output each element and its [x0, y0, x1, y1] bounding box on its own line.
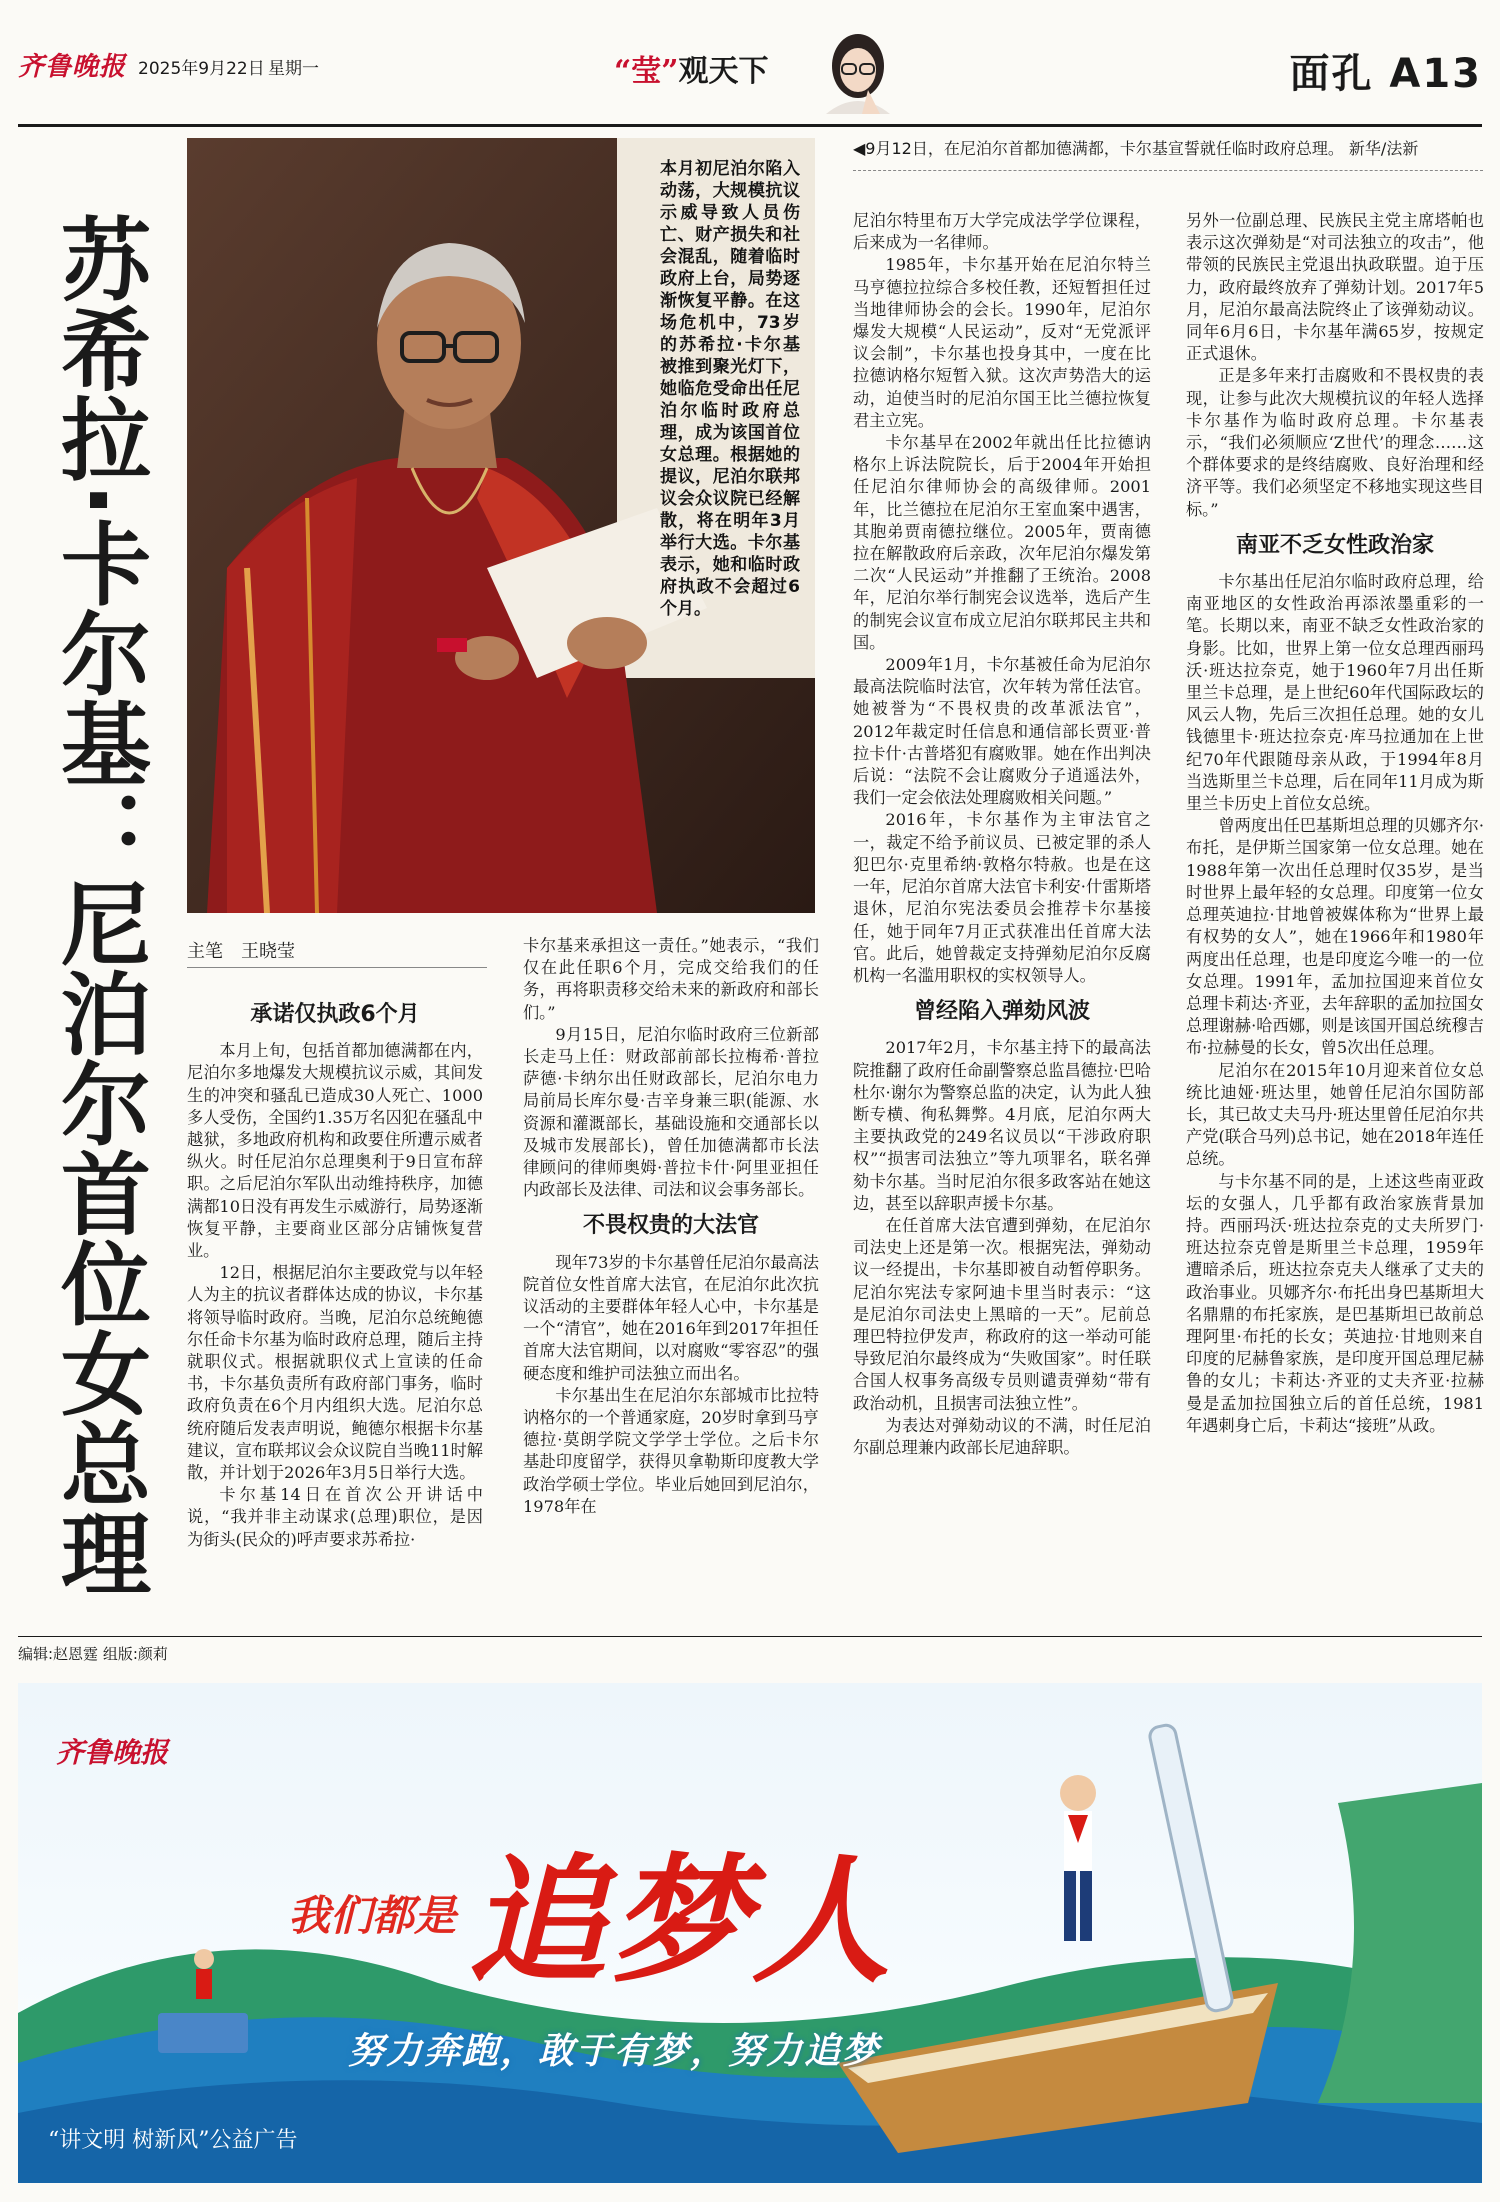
paper-logo: 齐鲁晚报 [18, 52, 127, 82]
footer-rule [18, 1636, 1482, 1637]
column-title-highlight: 莹 [631, 54, 662, 89]
paragraph: 卡尔基早在2002年就出任比拉德讷格尔上诉法院院长，后于2004年开始担任尼泊尔律师协会的高级律师。2001年，比兰德拉在尼泊尔王室血案中遇害，其胞弟贾南德拉继位。2005年，贾南德拉在解散政府后亲政，次年尼泊尔爆发第二次“人民运动”并推翻了王统治。2008年，尼泊尔举行制宪会议选举，选后产生的制宪会议宣布成立尼泊尔联邦民主共和国。 [853, 433, 1151, 652]
column-title [614, 46, 769, 90]
paragraph: 卡尔基出任尼泊尔临时政府总理，给南亚地区的女性政治再添浓墨重彩的一笔。长期以来，南亚不缺乏女性政治家的身影。比如，世界上第一位女总理西丽玛沃·班达拉奈克，她于1960年7月出任斯里兰卡总理，是上世纪60年代国际政坛的风云人物，先后三次担任总理。她的女儿钱德里卡·班达拉奈克·库马拉通加在上世纪70年代跟随母亲从政，于1994年8月当选斯里兰卡总理，后在同年11月成为斯里兰卡历史上首位女总统。 [1186, 572, 1484, 814]
paragraph: 曾两度出任巴基斯坦总理的贝娜齐尔·布托，是伊斯兰国家第一位女总理。她在1988年第一次出任总理时仅35岁，是当时世界上最年轻的女总理。印度第一位女总理英迪拉·甘地曾被媒体称为“世界上最有权势的女人”，她在1966年和1980年两度出任总理，也是印度迄今唯一的一位女总理。1991年，孟加拉国迎来首位女总理卡莉达·齐亚，去年辞职的孟加拉国女总理谢赫·哈西娜，则是该国开国总统穆吉布·拉赫曼的长女，曾5次出任总理。 [1186, 816, 1484, 1058]
article-column-1 [187, 990, 483, 1551]
ad-lead: 我们都是 [288, 1891, 457, 1940]
public-service-ad [18, 1683, 1482, 2183]
paragraph: 卡尔基来承担这一责任。”她表示，“我们仅在此任职6个月，完成交给我们的任务，再将职责移交给未来的新政府和部长们。” [523, 936, 819, 1022]
paragraph: 2009年1月，卡尔基被任命为尼泊尔最高法院临时法官，次年转为常任法官。她被誉为“不畏权贵的改革派法官”，2012年裁定时任信息和通信部长贾亚·普拉卡什·古普塔犯有腐败罪。她在作出判决后说：“法院不会让腐败分子逍遥法外，我们一定会依法处理腐败相关问题。” [853, 655, 1151, 808]
paragraph: 卡尔基14日在首次公开讲话中说，“我并非主动谋求(总理)职位，是因为街头(民众的)呼声要求苏希拉· [187, 1485, 483, 1549]
columnist-avatar [818, 28, 898, 114]
header-rule [18, 124, 1482, 127]
ad-footer: “讲文明 树新风”公益广告 [48, 2128, 298, 2153]
photo-caption: 本月初尼泊尔陷入动荡，大规模抗议示威导致人员伤亡、财产损失和社会混乱，随着临时政府上台，局势逐渐恢复平静。在这场危机中，73岁的苏希拉·卡尔基被推到聚光灯下，她临危受命出任尼泊尔临时政府总理，成为该国首位女总理。根据她的提议，尼泊尔联邦议会众议院已经解散，将在明年3月举行大选。卡尔基表示，她和临时政府执政不会超过6个月。 [660, 159, 800, 619]
column-close-quote: ” [661, 54, 679, 89]
subheading-1: 承诺仅执政6个月 [250, 1002, 420, 1027]
issue-weekday: 星期一 [268, 59, 319, 79]
issue-date: 2025年9月22日 [138, 59, 265, 79]
paragraph: 与卡尔基不同的是，上述这些南亚政坛的女强人，几乎都有政治家族背景加持。西丽玛沃·班达拉奈克的丈夫所罗门·班达拉奈克曾是斯里兰卡总理，1959年遭暗杀后，班达拉奈克夫人继承了丈夫的政治事业。贝娜齐尔·布托出身巴基斯坦大名鼎鼎的布托家族，是巴基斯坦已故前总理阿里·布托的长女；英迪拉·甘地则来自印度的尼赫鲁家族，是印度开国总理尼赫鲁的女儿；卡莉达·齐亚的丈夫齐亚·拉赫曼是孟加拉国独立后的首任总统，1981年遇刺身亡后，卡莉达“接班”从政。 [1186, 1171, 1484, 1435]
headline: 苏希拉·卡尔基：尼泊尔首位女总理 [45, 212, 150, 1598]
subheading-3: 曾经陷入弹劾风波 [913, 999, 1090, 1025]
paragraph: 9月15日，尼泊尔临时政府三位新部长走马上任：财政部前部长拉梅希·普拉萨德·卡纳尔出任财政部长，尼泊尔电力局前局长库尔曼·吉辛身兼三职(能源、水资源和灌溉部长，基础设施和交通部长以及城市发展部长)，曾任加德满都市长法律顾问的律师奥姆·普拉卡什·阿里亚担任内政部长及法律、司法和议会事务部长。 [523, 1024, 819, 1200]
byline-author: 王晓莹 [241, 941, 295, 962]
paragraph: 本月上旬，包括首都加德满都在内，尼泊尔多地爆发大规模抗议示威，其间发生的冲突和骚乱已造成30人死亡、1000多人受伤，全国约1.35万名囚犯在骚乱中越狱，多地政府机构和政要住所遭示威者纵火。时任尼泊尔总理奥利于9日宣布辞职。之后尼泊尔军队出动维持秩序，加德满都10日没有再发生示威游行，局势逐渐恢复平静，主要商业区部分店铺恢复营业。 [187, 1041, 483, 1261]
subheading-4: 南亚不乏女性政治家 [1235, 532, 1434, 558]
photo-credit-caption: ◀9月12日，在尼泊尔首都加德满都，卡尔基宣誓就任临时政府总理。 新华/法新 [853, 138, 1483, 171]
ad-main-title: 追梦人 [468, 1839, 895, 2002]
paragraph: 尼泊尔特里布万大学完成法学学位课程，后来成为一名律师。 [853, 211, 1151, 253]
ad-logo: 齐鲁晚报 [56, 1736, 169, 1769]
paragraph: 2017年2月，卡尔基主持下的最高法院推翻了政府任命副警察总监昌德拉·巴哈杜尔·谢尔为警察总监的决定，认为此人独断专横、徇私舞弊。4月底，尼泊尔两大主要执政党的249名议员以“干涉政府职权”“损害司法独立”等九项罪名，联名弹劾卡尔基。当时尼泊尔很多政客站在她这边，甚至以辞职声援卡尔基。 [853, 1038, 1151, 1213]
paragraph: 12日，根据尼泊尔主要政党与以年轻人为主的抗议者群体达成的协议，卡尔基将领导临时政府。当晚，尼泊尔总统鲍德尔任命卡尔基为临时政府总理，随后主持就职仪式。根据就职仪式上宣读的任命书，卡尔基负责所有政府部门事务，临时政府负责在6个月内组织大选。尼泊尔总统府随后发表声明说，鲍德尔根据卡尔基建议，宣布联邦议会众议院自当晚11时解散，并计划于2026年3月5日举行大选。 [187, 1263, 483, 1483]
article-column-2 [523, 935, 819, 1518]
page-header [18, 28, 1482, 128]
byline-label: 主笔 [187, 941, 223, 962]
ad-slogan: 努力奔跑，敢于有梦，努力追梦 [348, 2031, 881, 2072]
paragraph: 2016年，卡尔基作为主审法官之一，裁定不给予前议员、已被定罪的杀人犯巴尔·克里希纳·敦格尔特赦。也是在这一年，尼泊尔首席大法官卡利安·什雷斯塔退休，尼泊尔宪法委员会推荐卡尔基接任，她于同年7月正式获准出任首席大法官。此后，她曾裁定支持弹劾尼泊尔反腐机构一名滥用职权的实权领导人。 [853, 810, 1151, 985]
paragraph: 现年73岁的卡尔基曾任尼泊尔最高法院首位女性首席大法官，在尼泊尔此次抗议活动的主要群体年轻人心中，卡尔基是一个“清官”，她在2016年到2017年担任首席大法官期间，以对腐败“零容忍”的强硬态度和维护司法独立而出名。 [523, 1252, 819, 1383]
paragraph: 为表达对弹劾动议的不满，时任尼泊尔副总理兼内政部长尼迪辞职。 [853, 1415, 1151, 1457]
article-column-3 [853, 210, 1151, 1459]
editor-credit: 编辑:赵恩霆 组版:颜莉 [18, 1645, 168, 1663]
subheading-2: 不畏权贵的大法官 [582, 1213, 759, 1239]
column-title-rest: 观天下 [678, 54, 769, 89]
paragraph: 在任首席大法官遭到弹劾，在尼泊尔司法史上还是第一次。根据宪法，弹劾动议一经提出，卡尔基即被自动暂停职务。尼泊尔宪法专家阿迪卡里当时表示：“这是尼泊尔司法史上黑暗的一天”。尼前总理巴特拉伊发声，称政府的这一举动可能导致尼泊尔最终成为“失败国家”。时任联合国人权事务高级专员则谴责弹劾“带有政治动机，且损害司法独立性”。 [853, 1215, 1151, 1413]
paragraph: 尼泊尔在2015年10月迎来首位女总统比迪娅·班达里，她曾任尼泊尔国防部长，其已故丈夫马丹·班达里曾任尼泊尔共产党(联合马列)总书记，她在2018年连任总统。 [1186, 1060, 1484, 1169]
column-open-quote: “ [614, 54, 632, 89]
paragraph: 正是多年来打击腐败和不畏权贵的表现，让参与此次大规模抗议的年轻人选择卡尔基作为临时政府总理。卡尔基表示，“我们必须顺应‘Z世代’的理念……这个群体要求的是终结腐败、良好治理和经济平等。我们必须坚定不移地实现这些目标。” [1186, 366, 1484, 519]
byline [187, 937, 487, 968]
paragraph: 1985年，卡尔基开始在尼泊尔特兰马亨德拉拉综合多校任教，还短暂担任过当地律师协会的会长。1990年，尼泊尔爆发大规模“人民运动”，反对“无党派评议会制”，卡尔基也投身其中，一度在比拉德讷格尔短暂入狱。这次声势浩大的运动，迫使当时的尼泊尔国王比兰德拉恢复君主立宪。 [853, 255, 1151, 430]
paragraph: 另外一位副总理、民族民主党主席塔帕也表示这次弹劾是“对司法独立的攻击”，他带领的民族民主党退出执政联盟。迫于压力，政府最终放弃了弹劾计划。2017年5月，尼泊尔最高法院终止了该弹劾动议。同年6月6日，卡尔基年满65岁，按规定正式退休。 [1186, 211, 1484, 364]
article-column-4 [1186, 210, 1484, 1437]
section-label: 面孔 A13 [1289, 51, 1482, 97]
paragraph: 卡尔基出生在尼泊尔东部城市比拉特讷格尔的一个普通家庭，20岁时拿到马亨德拉·莫朗学院文学学士学位。之后卡尔基赴印度留学，获得贝拿勒斯印度教大学政治学硕士学位。毕业后她回到尼泊尔，1978年在 [523, 1385, 819, 1516]
